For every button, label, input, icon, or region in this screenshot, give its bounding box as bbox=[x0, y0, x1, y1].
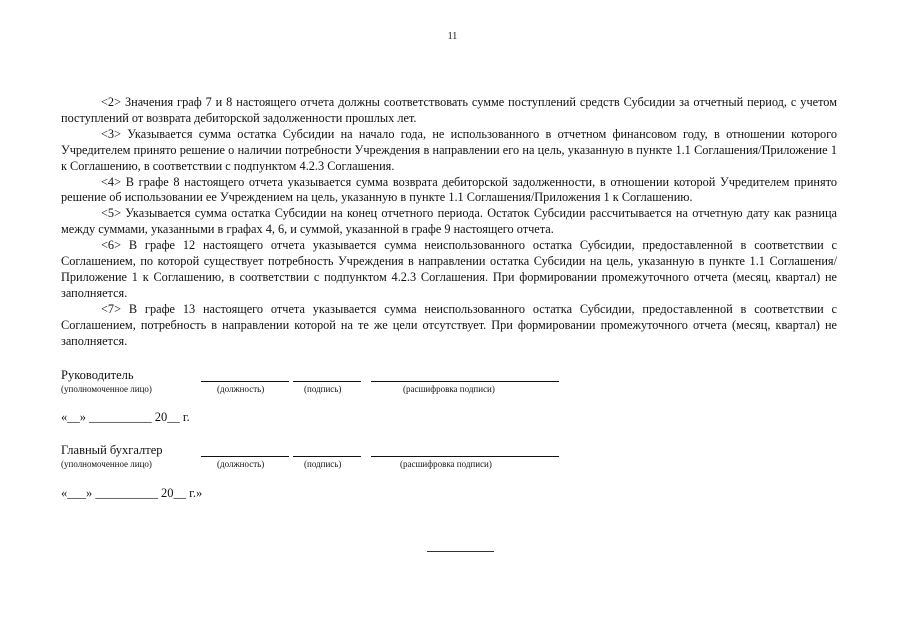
footnotes bbox=[61, 95, 837, 350]
signature-line bbox=[293, 456, 361, 457]
name-line bbox=[371, 456, 559, 457]
signature-line bbox=[293, 381, 361, 382]
caption-signature-decoding: (расшифровка подписи) bbox=[400, 459, 492, 469]
footnote-5: <5> Указывается сумма остатка Субсидии на конец отчетного периода. Остаток Субсидии рассчитывается на отчетную дату как разница между суммами, указанными в графах 4, 6, и суммой, указанной в графе 9 настоящего отчета. bbox=[61, 206, 837, 237]
page-number: 11 bbox=[447, 31, 458, 42]
position-line bbox=[201, 381, 289, 382]
head-title: Руководитель bbox=[61, 368, 134, 382]
caption-position: (должность) bbox=[217, 384, 265, 394]
end-divider bbox=[427, 551, 494, 552]
caption-position: (должность) bbox=[217, 459, 265, 469]
accountant-date-line: «___» __________ 20__ г.» bbox=[61, 486, 203, 500]
accountant-title: Главный бухгалтер bbox=[61, 443, 163, 457]
footnote-4: <4> В графе 8 настоящего отчета указывается сумма возврата дебиторской задолженности, в отношении которой Учредителем принято решение об использовании ее Учреждением на цель, указанную в пункте 1.1 Соглашения/Приложения 1 к Соглашению. bbox=[61, 174, 837, 205]
caption-authorized-person: (уполномоченное лицо) bbox=[61, 459, 152, 469]
caption-signature: (подпись) bbox=[304, 459, 342, 469]
head-date-line: «__» __________ 20__ г. bbox=[61, 410, 190, 424]
footnote-6: <6> В графе 12 настоящего отчета указывается сумма неиспользованного остатка Субсидии, предоставленной в соответствии с Соглашением, по которой существует потребность Учреждения в направлении остатка Субсидии на цель, указанную в пункте 1.1 Соглашения/Приложение 1 к Соглашению, в соответствии с подпунктом 4.2.3 Соглашения. При формировании промежуточного отчета (месяц, квартал) не заполняется. bbox=[61, 238, 837, 300]
caption-signature-decoding: (расшифровка подписи) bbox=[403, 384, 495, 394]
footnote-2: <2> Значения граф 7 и 8 настоящего отчета должны соответствовать сумме поступлений средств Субсидии за отчетный период, с учетом поступлений от возврата дебиторской задолженности прошлых лет. bbox=[61, 95, 837, 125]
footnote-3: <3> Указывается сумма остатка Субсидии на начало года, не использованного в отчетном финансовом году, в отношении которого Учредителем принято решение о наличии потребности Учреждения в направлении его на цель, указанную в пункте 1.1 Соглашения/Приложение 1 к Соглашению, в соответствии с подпунктом 4.2.3 Соглашения. bbox=[61, 126, 837, 173]
caption-authorized-person: (уполномоченное лицо) bbox=[61, 384, 152, 394]
position-line bbox=[201, 456, 289, 457]
footnote-7: <7> В графе 13 настоящего отчета указывается сумма неиспользованного остатка Субсидии, предоставленной в соответствии с Соглашением, потребность в направлении которой на те же цели отсутствует. При формировании промежуточного отчета (месяц, квартал) не заполняется. bbox=[61, 301, 837, 348]
caption-signature: (подпись) bbox=[304, 384, 342, 394]
name-line bbox=[371, 381, 559, 382]
